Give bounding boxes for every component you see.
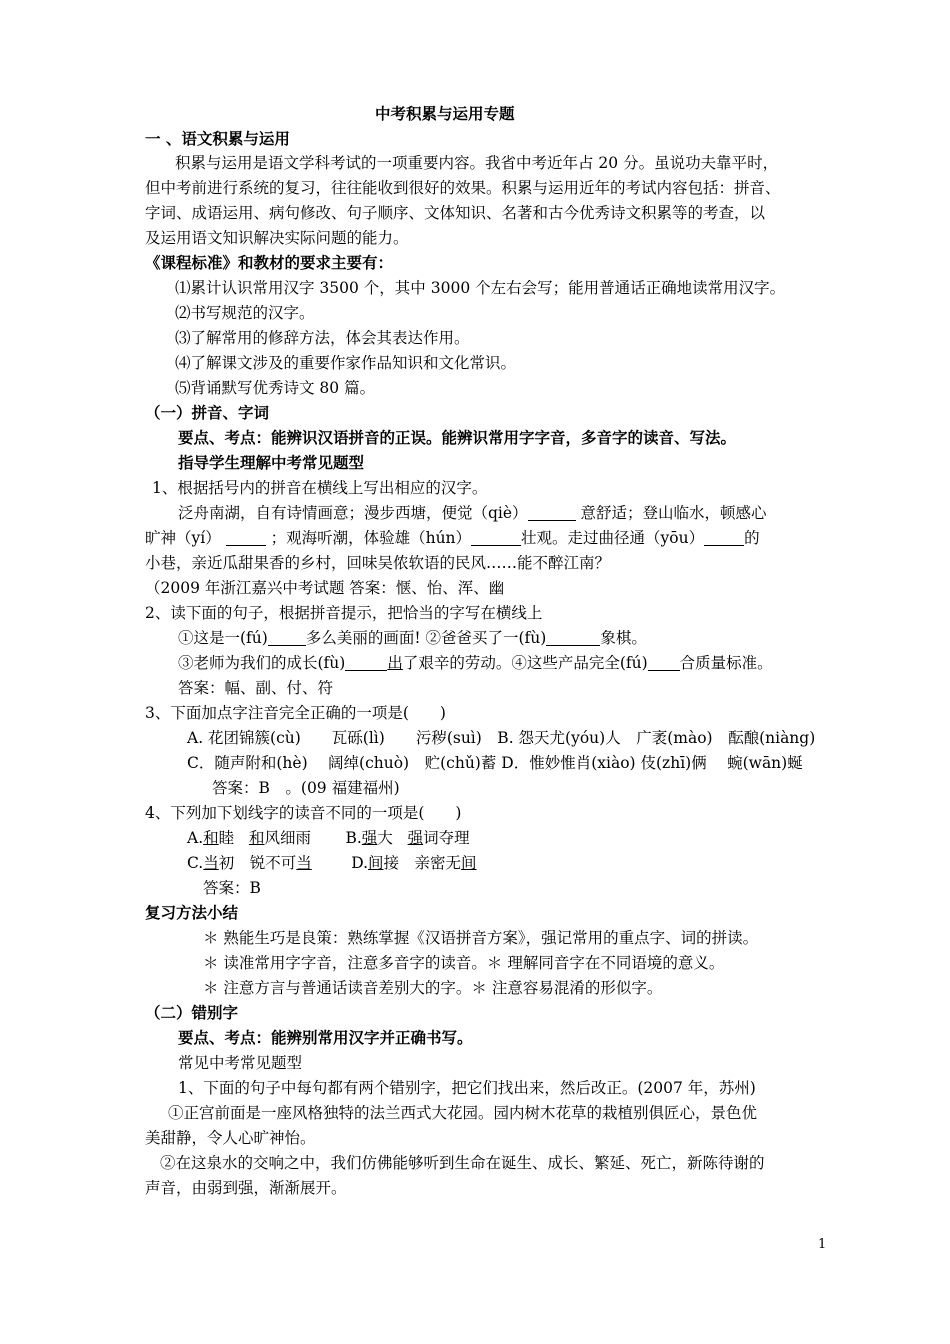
option-line: C．随声附和(hè) 阔绰(chuò) 贮(chǔ)蓄 D．惟妙惟肖(xiào) 伎(zhī)俩 蜿(wān)蜒 (187, 754, 803, 772)
question-stem: 4、下列加下划线字的读音不同的一项是( ) (145, 804, 462, 822)
part-heading: （一）拼音、字词 (145, 403, 270, 422)
option-text: 初 锐不可 (218, 854, 297, 872)
question-line (178, 653, 773, 673)
question-text: ；观海听潮，体验雄（hún） (270, 529, 472, 547)
question-text: 了艰辛的劳动。④这些产品完全(fú) (402, 654, 648, 672)
standard-item: ⑵书写规范的汉字。 (175, 304, 315, 322)
document-title: 中考积累与运用专题 (375, 104, 515, 123)
guide-heading: 指导学生理解中考常见题型 (178, 453, 365, 472)
intro-line: 积累与运用是语文学科考试的一项重要内容。我省中考近年占 20 分。虽说功夫靠平时， (175, 154, 779, 172)
question-stem: 1、根据括号内的拼音在横线上写出相应的汉字。 (152, 479, 488, 497)
question-text: ①这是一(fú) (178, 629, 268, 647)
option-line (187, 828, 470, 848)
question-text: 意舒适；登山临水，顿感心 (580, 504, 767, 522)
question-stem: 2、读下面的句子，根据拼音提示，把恰当的字写在横线上 (145, 604, 543, 622)
review-heading: 复习方法小结 (145, 903, 239, 922)
answer-blank (704, 531, 744, 546)
question-text: 壮观。走过曲径通（yōu） (521, 529, 705, 547)
option-text: 大 (377, 829, 393, 847)
intro-line: 但中考前进行系统的复习，往往能收到很好的效果。积累与运用近年的考试内容包括：拼音、 (145, 179, 781, 197)
review-item: ＊ 注意方言与普通话读音差别大的字。＊ 注意容易混淆的形似字。 (203, 979, 663, 997)
key-points: 要点、考点：能辨识汉语拼音的正误。能辨识常用字字音，多音字的读音、写法。 (178, 428, 737, 447)
answer-blank (648, 656, 680, 671)
guide-heading: 常见中考常见题型 (178, 1054, 303, 1072)
page-number: 1 (818, 1237, 827, 1252)
option-text: 接 亲密无 (383, 854, 462, 872)
question-line: 小巷，亲近瓜甜果香的乡村，回味吴侬软语的民风……能不醉江南？ (145, 554, 611, 572)
standard-item: ⑸背诵默写优秀诗文 80 篇。 (175, 379, 376, 397)
answer-text: 答案：幅、副、付、符 (178, 679, 334, 697)
standards-heading: 《课程标准》和教材的要求主要有： (145, 253, 394, 272)
key-points: 要点、考点：能辨别常用汉字并正确书写。 (178, 1028, 473, 1047)
sentence-line: ②在这泉水的交响之中，我们仿佛能够听到生命在诞生、成长、繁延、死亡，新陈待谢的 (160, 1154, 765, 1172)
question-text: 的 (744, 529, 760, 547)
underlined-char: 当 (203, 854, 219, 872)
part-heading: （二）错别字 (145, 1003, 239, 1022)
answer-blank (528, 506, 576, 521)
underlined-char: 和 (203, 829, 219, 847)
intro-line: 及运用语文知识解决实际问题的能力。 (145, 229, 409, 247)
underlined-char: 间 (368, 854, 384, 872)
option-text: 词夺理 (423, 829, 470, 847)
option-text: 风细雨 (264, 829, 311, 847)
question-line (178, 503, 767, 523)
question-text: 泛舟南湖，自有诗情画意；漫步西塘，便觉（qiè） (178, 504, 528, 522)
question-text: 出 (387, 654, 403, 672)
question-text: ③老师为我们的成长(fù) (178, 654, 346, 672)
answer-blank (471, 531, 521, 546)
question-stem: 3、下面加点字注音完全正确的一项是( ) (145, 704, 446, 722)
answer-text: 答案：B (203, 879, 261, 897)
answer-blank (226, 531, 266, 546)
option-text: 睦 (218, 829, 235, 847)
option-label: C. (187, 854, 204, 872)
option-line (187, 853, 477, 873)
question-text: 合质量标准。 (679, 654, 773, 672)
standard-item: ⑷了解课文涉及的重要作家作品知识和文化常识。 (175, 354, 517, 372)
review-item: ＊ 读准常用字字音，注意多音字的读音。＊ 理解同音字在不同语境的意义。 (203, 954, 725, 972)
review-item: ＊ 熟能生巧是良策：熟练掌握《汉语拼音方案》，强记常用的重点字、词的拼读。 (203, 929, 759, 947)
option-label: B. (345, 829, 362, 847)
option-label: A. (187, 829, 204, 847)
question-stem: 1、下面的句子中每句都有两个错别字，把它们找出来，然后改正。(2007 年，苏州) (178, 1079, 756, 1097)
underlined-char: 和 (248, 829, 265, 847)
option-line: A. 花团锦簇(cù) 瓦砾(lì) 污秽(suì) B. 怨天尤(yóu)人 广袤(mào) 酝酿(niàng) (187, 729, 816, 747)
answer-blank (268, 631, 306, 646)
answer-blank (345, 656, 387, 671)
sentence-line: ①正宫前面是一座风格独特的法兰西式大花园。园内树木花草的栽植别俱匠心，景色优 (168, 1104, 758, 1122)
question-text: 多么美丽的画面! ②爸爸买了一(fù) (305, 629, 547, 647)
section-heading: 一 、语文积累与运用 (145, 129, 290, 148)
answer-text: （2009 年浙江嘉兴中考试题 答案：惬、怡、浑、幽 (145, 579, 505, 597)
sentence-line: 声音，由弱到强，渐渐展开。 (145, 1179, 347, 1197)
answer-blank (546, 631, 600, 646)
underlined-char: 当 (296, 854, 312, 872)
question-text: 旷神（yí） (145, 529, 221, 547)
underlined-char: 间 (461, 854, 477, 872)
standard-item: ⑶了解常用的修辞方法，体会其表达作用。 (175, 329, 470, 347)
intro-line: 字词、成语运用、病句修改、句子顺序、文体知识、名著和古今优秀诗文积累等的考查，以 (145, 204, 766, 222)
underlined-char: 强 (361, 829, 378, 847)
standard-item: ⑴累计认识常用汉字 3500 个，其中 3000 个左右会写；能用普通话正确地读常用汉字。 (175, 279, 786, 297)
question-line (178, 628, 647, 648)
question-text: 象棋。 (600, 629, 647, 647)
question-line (145, 528, 760, 548)
answer-text: 答案：B 。(09 福建福州) (212, 779, 400, 797)
sentence-line: 美甜静，令人心旷神怡。 (145, 1129, 316, 1147)
underlined-char: 强 (407, 829, 424, 847)
option-label: D. (351, 854, 369, 872)
